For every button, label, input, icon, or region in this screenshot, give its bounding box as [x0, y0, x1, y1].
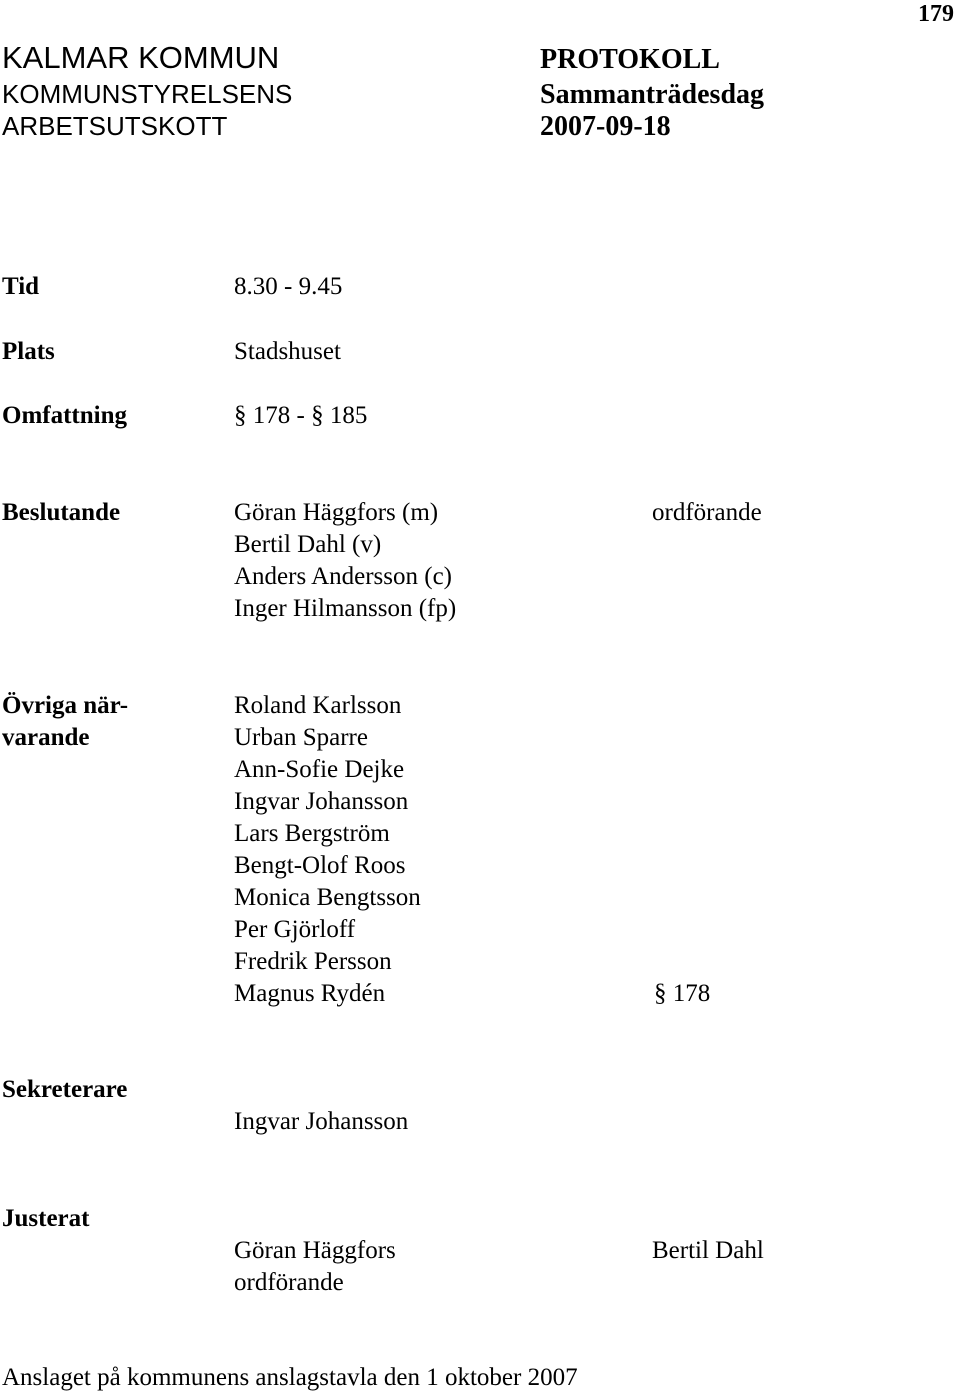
beslutande-member: Bertil Dahl (v) — [234, 531, 382, 558]
page-number: 179 — [918, 1, 954, 27]
sekreterare-name: Ingvar Johansson — [234, 1108, 409, 1135]
justerat-label: Justerat — [2, 1205, 90, 1232]
omfattning-label: Omfattning — [2, 402, 127, 429]
beslutande-list — [234, 497, 456, 625]
ovriga-list — [234, 690, 421, 1010]
attendee-name: Ingvar Johansson — [234, 788, 409, 815]
chair-role: ordförande — [652, 499, 762, 526]
attendee-name: Lars Bergström — [234, 820, 390, 847]
attendee-name: Roland Karlsson — [234, 692, 402, 719]
attendee-section-note: § 178 — [654, 980, 711, 1007]
plats-label: Plats — [2, 338, 55, 365]
attendee-name: Bengt-Olof Roos — [234, 852, 406, 879]
plats-value: Stadshuset — [234, 338, 341, 365]
tid-value: 8.30 - 9.45 — [234, 273, 343, 300]
posting-notice: Anslaget på kommunens anslagstavla den 1 oktober 2007 — [2, 1364, 578, 1391]
attendee-name: Per Gjörloff — [234, 916, 356, 943]
beslutande-label: Beslutande — [2, 499, 121, 526]
tid-label: Tid — [2, 273, 40, 300]
board-name: KOMMUNSTYRELSENS — [2, 79, 293, 109]
attendee-name: Urban Sparre — [234, 724, 368, 751]
justerat-role-1: ordförande — [234, 1269, 344, 1296]
omfattning-value: § 178 - § 185 — [234, 402, 368, 429]
justerat-name-1: Göran Häggfors — [234, 1237, 396, 1264]
attendee-name: Monica Bengtsson — [234, 884, 421, 911]
municipality-name: KALMAR KOMMUN — [2, 40, 280, 75]
attendee-name: Ann-Sofie Dejke — [234, 756, 405, 783]
attendee-name: Magnus Rydén — [234, 980, 386, 1007]
justerat-name-2: Bertil Dahl — [652, 1237, 764, 1264]
committee-name: ARBETSUTSKOTT — [2, 111, 228, 141]
ovriga-label-line2: varande — [2, 724, 90, 751]
attendee-name: Fredrik Persson — [234, 948, 392, 975]
sekreterare-label: Sekreterare — [2, 1076, 128, 1103]
meeting-day-label: Sammanträdesdag — [540, 79, 765, 110]
ovriga-label-line1: Övriga när- — [2, 692, 129, 719]
beslutande-member: Anders Andersson (c) — [234, 563, 453, 590]
meeting-date: 2007-09-18 — [540, 111, 671, 142]
beslutande-member: Inger Hilmansson (fp) — [234, 595, 457, 622]
document-type: PROTOKOLL — [540, 44, 720, 75]
beslutande-member: Göran Häggfors (m) — [234, 499, 439, 526]
